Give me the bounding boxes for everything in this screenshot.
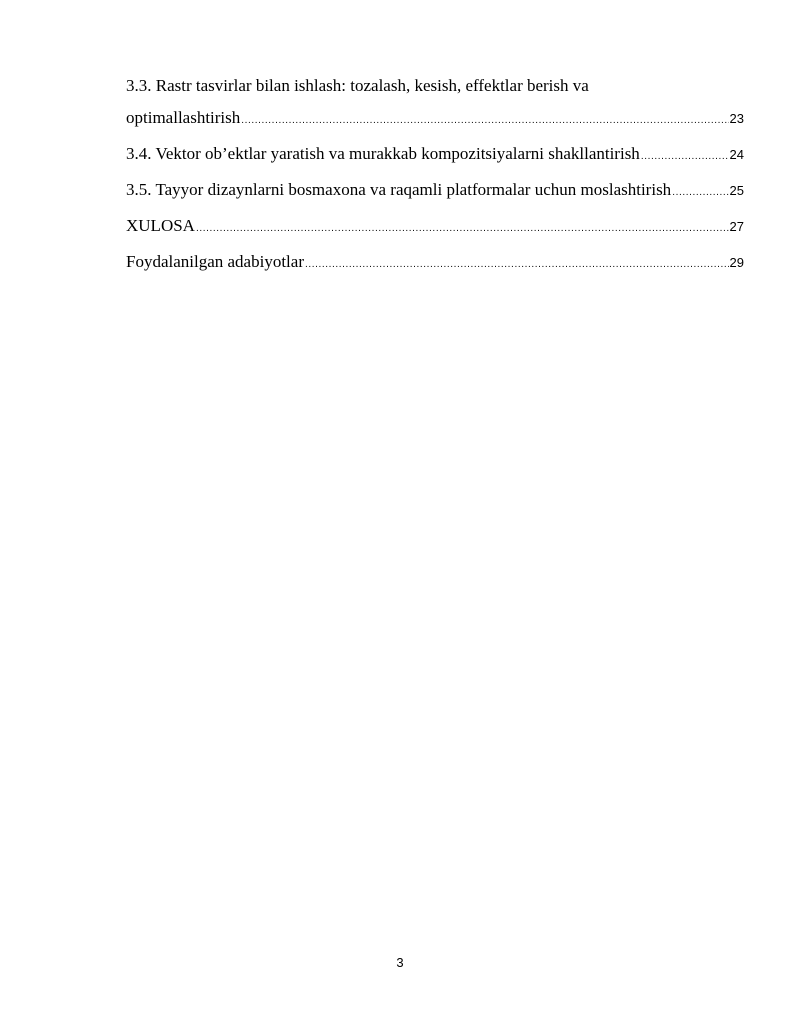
toc-entry-3-5[interactable] <box>126 172 744 208</box>
toc-entry-title: 3.4. Vektor ob’ektlar yaratish va murakkab kompozitsiyalarni shakllantirish <box>126 144 640 163</box>
toc-entry-3-3-line1[interactable] <box>126 72 744 100</box>
dot-leader <box>672 175 728 211</box>
toc-entry-title: Foydalanilgan adabiyotlar <box>126 252 304 271</box>
dot-leader <box>241 103 728 139</box>
dot-leader <box>196 211 729 247</box>
toc-entry-page: 27 <box>729 219 744 234</box>
page-number: 3 <box>396 955 404 970</box>
dot-leader <box>305 247 729 283</box>
toc-entry-3-3-line2[interactable] <box>126 100 744 136</box>
toc-entry-title: optimallashtirish <box>126 108 241 127</box>
toc-entry-3-4[interactable] <box>126 136 744 172</box>
table-of-contents <box>126 72 744 280</box>
dot-leader <box>641 139 729 175</box>
toc-entry-page: 25 <box>729 183 744 198</box>
toc-entry-page: 24 <box>729 147 744 162</box>
toc-entry-title: XULOSA <box>126 216 195 235</box>
toc-entry-references[interactable] <box>126 244 744 280</box>
toc-entry-page: 23 <box>729 111 744 126</box>
toc-entry-xulosa[interactable] <box>126 208 744 244</box>
toc-entry-title: 3.3. Rastr tasvirlar bilan ishlash: tozalash, kesish, effektlar berish va <box>126 76 589 95</box>
toc-entry-title: 3.5. Tayyor dizaynlarni bosmaxona va raqamli platformalar uchun moslashtirish <box>126 180 672 199</box>
toc-entry-page: 29 <box>729 255 744 270</box>
